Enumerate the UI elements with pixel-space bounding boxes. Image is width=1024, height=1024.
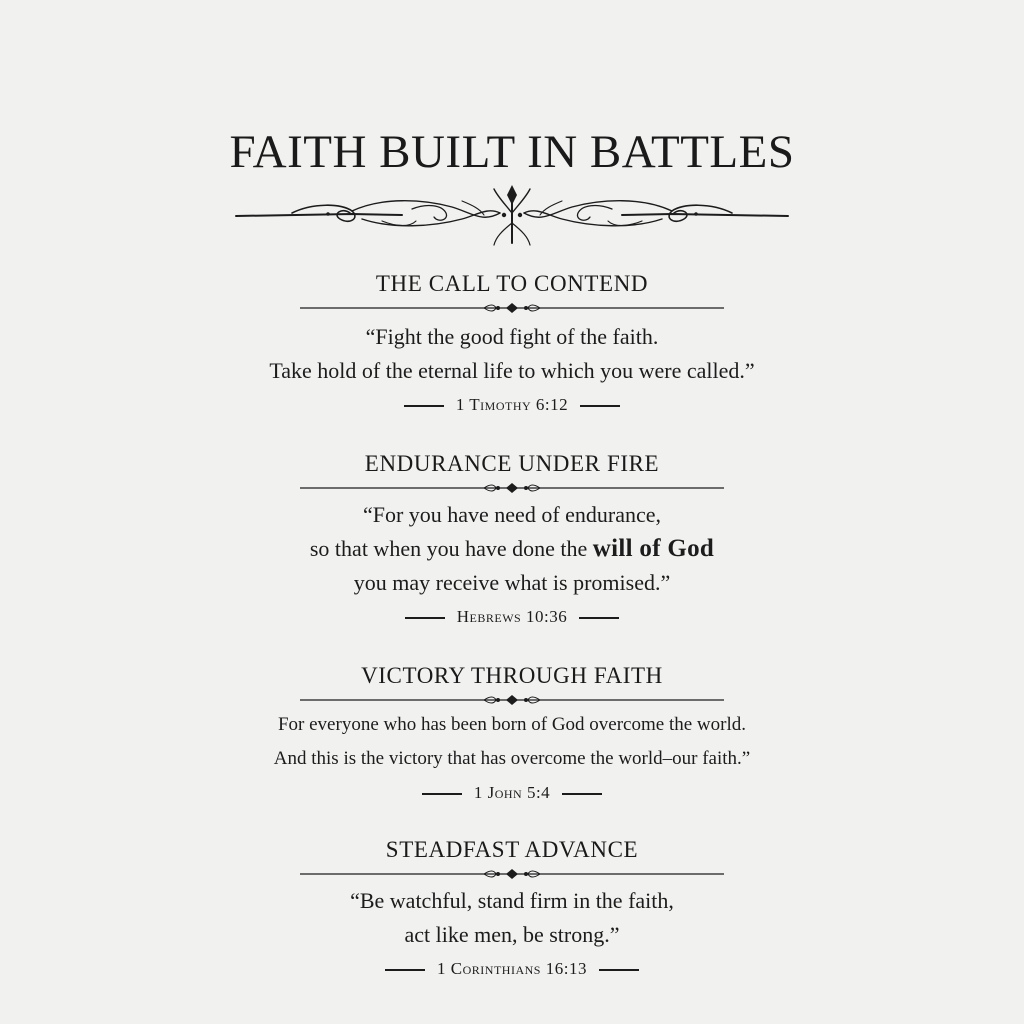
section-victory-through-faith [0, 662, 1024, 806]
section-heading: ENDURANCE UNDER FIRE [364, 451, 660, 476]
section-endurance-under-fire [0, 450, 1024, 630]
verse-line: For everyone who has been born of God overcome the world. [277, 714, 746, 735]
section-divider-ornament [300, 868, 724, 880]
scripture-reference [0, 392, 1024, 418]
page-title: FAITH BUILT IN BATTLES [229, 126, 795, 178]
reference-dash-right [579, 617, 619, 618]
reference-text: 1 Corinthians 16:13 [437, 959, 587, 978]
section-steadfast-advance [0, 836, 1024, 982]
scripture-reference [0, 956, 1024, 982]
verse-line: “For you have need of endurance, [362, 502, 662, 527]
reference-text: 1 John 5:4 [473, 783, 551, 802]
scripture-reference [0, 604, 1024, 630]
scripture-reference [0, 780, 1024, 806]
reference-dash-left [385, 969, 425, 970]
verse-line: “Fight the good fight of the faith. [365, 324, 659, 349]
reference-dash-left [405, 617, 445, 618]
reference-text: Hebrews 10:36 [456, 607, 568, 626]
reference-dash-right [562, 793, 602, 794]
section-divider-ornament [300, 302, 724, 314]
verse-line: “Be watchful, stand firm in the faith, [350, 888, 674, 913]
title-flourish-ornament [232, 183, 792, 249]
verse-line: you may receive what is promised.” [353, 570, 671, 595]
verse-emphasis: will of God [592, 535, 715, 562]
verse-line: Take hold of the eternal life to which you were called.” [269, 358, 755, 383]
reference-dash-right [599, 969, 639, 970]
reference-dash-left [404, 405, 444, 406]
reference-dash-right [580, 405, 620, 406]
section-divider-ornament [300, 482, 724, 494]
verse-text: so that when you have done the [309, 536, 588, 561]
section-heading: THE CALL TO CONTEND [375, 271, 649, 296]
section-call-to-contend [0, 270, 1024, 418]
section-divider-ornament [300, 694, 724, 706]
verse-line: And this is the victory that has overcome the world–our faith.” [273, 748, 751, 769]
reference-text: 1 Timothy 6:12 [455, 395, 569, 414]
verse-line [0, 532, 1024, 566]
section-heading: STEADFAST ADVANCE [385, 837, 639, 862]
verse-line: act like men, be strong.” [404, 922, 620, 947]
section-heading: VICTORY THROUGH FAITH [361, 663, 663, 688]
reference-dash-left [422, 793, 462, 794]
